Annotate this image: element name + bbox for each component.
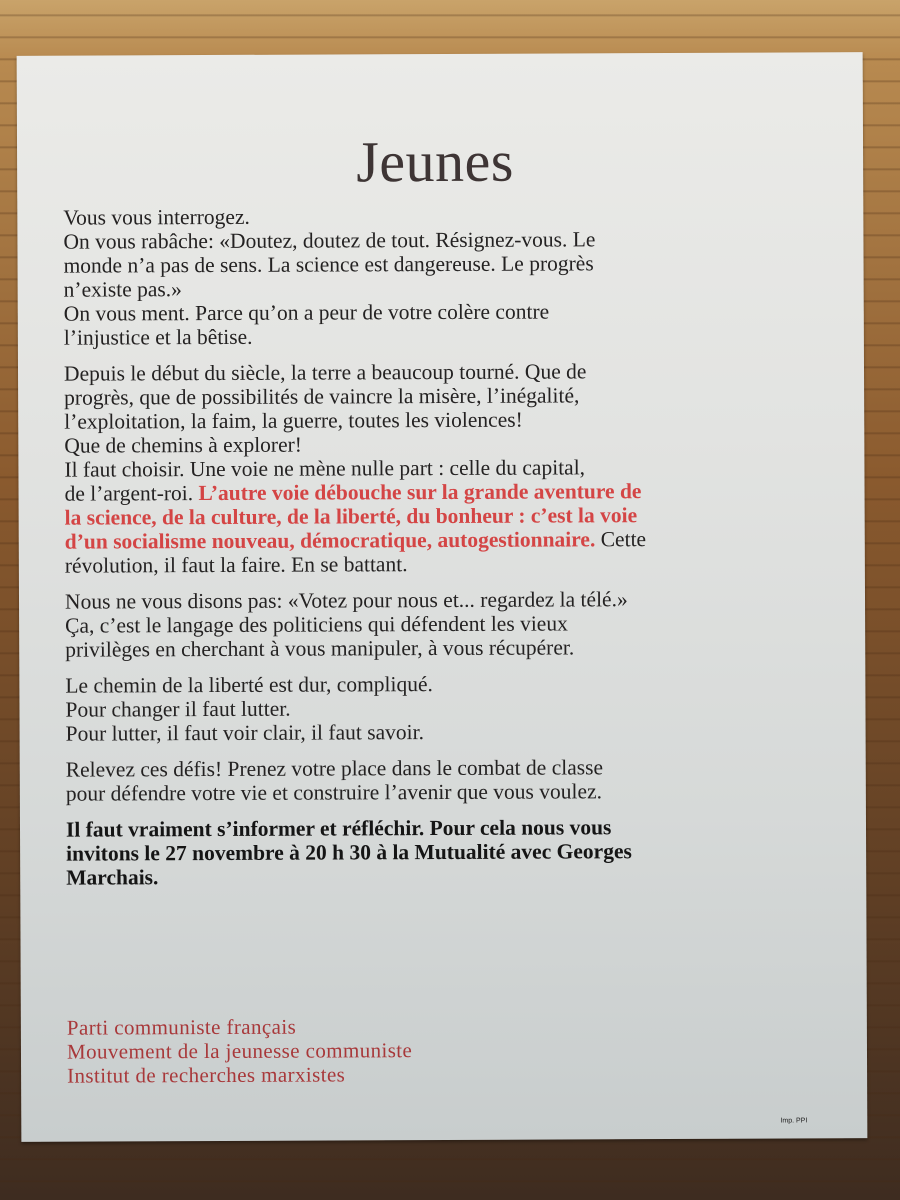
leaflet-paper: [17, 52, 868, 1142]
text-line: Nous ne vous disons pas: «Votez pour nous et... regardez la télé.»: [64, 587, 628, 614]
leaflet-body: [63, 202, 846, 901]
text-line: Pour lutter, il faut voir clair, il faut savoir.: [65, 720, 424, 746]
plain-text: de l’argent-roi.: [64, 481, 199, 506]
paragraph-3: [65, 586, 845, 661]
plain-text: Cette: [595, 527, 647, 552]
paragraph-5: [66, 754, 846, 805]
paragraph-2: [64, 358, 845, 577]
text-line: pour défendre votre vie et construire l’avenir que vous voulez.: [65, 779, 603, 806]
bold-text-line: invitons le 27 novembre à 20 h 30 à la Mutualité avec Georges: [66, 839, 632, 866]
bold-text-line: Il faut vraiment s’informer et réfléchir. Pour cela nous vous: [65, 815, 612, 842]
highlighted-text: L’autre voie débouche sur la grande aventure de: [198, 479, 642, 506]
text-line: Que de chemins à explorer!: [64, 432, 302, 458]
text-line-mixed: [64, 478, 844, 505]
text-line: On vous rabâche: «Doutez, doutez de tout. Résignez-vous. Le: [63, 227, 596, 254]
text-line: Depuis le début du siècle, la terre a beaucoup tourné. Que de: [63, 359, 587, 386]
text-line: l’exploitation, la faim, la guerre, toutes les violences!: [64, 407, 523, 434]
invitation-paragraph: [66, 814, 846, 889]
text-line: progrès, que de possibilités de vaincre la misère, l’inégalité,: [64, 383, 580, 410]
highlighted-text: d’un socialisme nouveau, démocratique, autogestionnaire.: [64, 527, 596, 554]
paragraph-1: [63, 202, 844, 349]
leaflet-title: Jeunes: [356, 128, 515, 195]
text-line: Relevez ces défis! Prenez votre place dans le combat de classe: [65, 755, 604, 782]
text-line: Pour changer il faut lutter.: [65, 696, 291, 722]
text-line: Vous vous interrogez.: [63, 204, 250, 230]
signatures-block: [67, 1014, 413, 1088]
highlighted-text-line: la science, de la culture, de la liberté, du bonheur : c’est la voie: [64, 503, 638, 530]
bold-text-line: Marchais.: [66, 865, 159, 890]
signature-irm: Institut de recherches marxistes: [67, 1062, 346, 1088]
text-line-mixed: [65, 526, 845, 553]
paragraph-4: [65, 670, 845, 745]
text-line: révolution, il faut la faire. En se battant.: [64, 552, 408, 578]
text-line: l’injustice et la bêtise.: [63, 324, 253, 350]
text-line: privilèges en cherchant à vous manipuler, à vous récupérer.: [65, 635, 575, 662]
text-line: monde n’a pas de sens. La science est dangereuse. Le progrès: [63, 251, 594, 278]
text-line: Ça, c’est le langage des politiciens qui défendent les vieux: [65, 611, 568, 638]
signature-pcf: Parti communiste français: [66, 1014, 297, 1040]
text-line: On vous ment. Parce qu’on a peur de votre colère contre: [63, 299, 550, 326]
text-line: n’existe pas.»: [63, 277, 182, 302]
printer-imprint: Imp. PPI: [780, 1117, 808, 1125]
text-line: Le chemin de la liberté est dur, compliqué.: [65, 672, 433, 698]
signature-mjc: Mouvement de la jeunesse communiste: [66, 1038, 413, 1064]
text-line: Il faut choisir. Une voie ne mène nulle part : celle du capital,: [64, 455, 586, 482]
